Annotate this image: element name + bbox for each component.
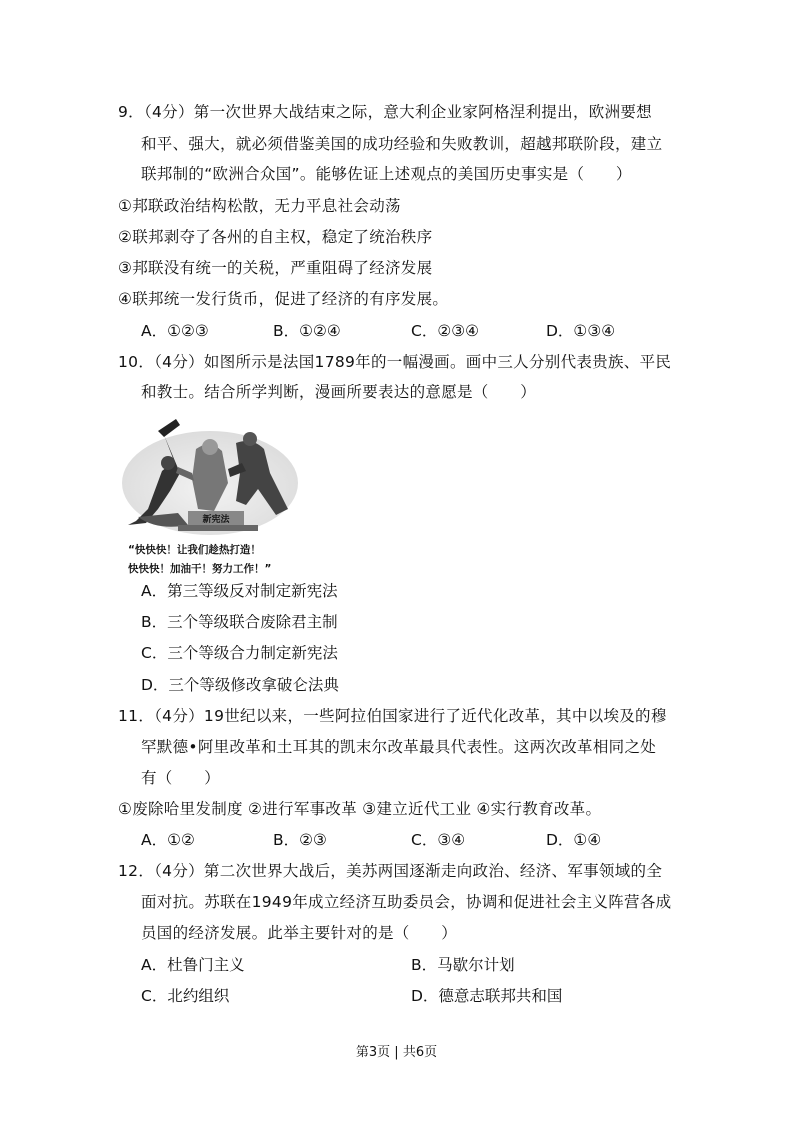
page-footer: 第3页 | 共6页 — [355, 1045, 438, 1060]
question-12-option-d[interactable]: D．德意志联邦共和国 — [411, 987, 563, 1005]
question-11-option-d[interactable]: D．①④ — [546, 831, 602, 849]
question-11-stem-line-3: 有（ ） — [141, 769, 221, 787]
new-constitution-label: 新宪法 — [202, 515, 230, 525]
question-9-stem-line-2: 和平、强大，就必须借鉴美国的成功经验和失败教训，超越邦联阶段，建立 — [141, 135, 663, 153]
question-11-stem-line-1: 11．（4分）19世纪以来，一些阿拉伯国家进行了近代化改革，其中以埃及的穆 — [118, 707, 667, 725]
question-9-statement-2: ②联邦剥夺了各州的自主权，稳定了统治秩序 — [118, 228, 433, 246]
question-12-option-b[interactable]: B．马歇尔计划 — [411, 956, 515, 974]
question-9-stem-line-3: 联邦制的“欧洲合众国”。能够佐证上述观点的美国历史事实是（ ） — [141, 165, 632, 183]
question-11-option-c[interactable]: C．③④ — [411, 831, 466, 849]
question-12-stem-line-3: 员国的经济发展。此举主要针对的是（ ） — [141, 924, 458, 942]
question-9-stem-line-1: 9．（4分）第一次世界大战结束之际，意大利企业家阿格涅利提出，欧洲要想 — [118, 103, 652, 121]
question-10-option-b[interactable]: B．三个等级联合废除君主制 — [141, 613, 338, 631]
cartoon-illustration — [118, 413, 300, 541]
question-12-option-a[interactable]: A．杜鲁门主义 — [141, 956, 245, 974]
question-9-statement-1: ①邦联政治结构松散，无力平息社会动荡 — [118, 197, 401, 215]
question-9-option-d[interactable]: D．①③④ — [546, 322, 616, 340]
question-12-stem-line-2: 面对抗。苏联在1949年成立经济互助委员会，协调和促进社会主义阵营各成 — [141, 893, 672, 911]
question-10-option-d[interactable]: D．三个等级修改拿破仑法典 — [141, 676, 339, 694]
question-9-option-a[interactable]: A．①②③ — [141, 322, 209, 340]
question-11-stem-line-2: 罕默德•阿里改革和土耳其的凯末尔改革最具代表性。这两次改革相同之处 — [141, 738, 657, 756]
question-12-stem-line-1: 12．（4分）第二次世界大战后，美苏两国逐渐走向政治、经济、军事领域的全 — [118, 862, 663, 880]
cartoon-caption-line-1: “快快快！让我们趁热打造！ — [128, 544, 261, 556]
question-11-option-b[interactable]: B．②③ — [273, 831, 327, 849]
question-9-statement-4: ④联邦统一发行货币，促进了经济的有序发展。 — [118, 290, 449, 308]
cartoon-caption-line-2: 快快快！加油干！努力工作！” — [128, 563, 272, 575]
question-10-stem-line-2: 和教士。结合所学判断，漫画所要表达的意愿是（ ） — [141, 383, 537, 401]
question-10-stem-line-1: 10．（4分）如图所示是法国1789年的一幅漫画。画中三人分别代表贵族、平民 — [118, 353, 672, 371]
question-11-option-a[interactable]: A．①② — [141, 831, 195, 849]
question-9-option-c[interactable]: C．②③④ — [411, 322, 480, 340]
question-9-option-b[interactable]: B．①②④ — [273, 322, 341, 340]
question-9-statement-3: ③邦联没有统一的关税，严重阻碍了经济发展 — [118, 259, 433, 277]
revolution-cartoon-image — [118, 413, 300, 541]
question-12-option-c[interactable]: C．北约组织 — [141, 987, 230, 1005]
question-10-option-a[interactable]: A．第三等级反对制定新宪法 — [141, 582, 338, 600]
question-10-option-c[interactable]: C．三个等级合力制定新宪法 — [141, 644, 338, 662]
question-11-statements: ①废除哈里发制度 ②进行军事改革 ③建立近代工业 ④实行教育改革。 — [118, 800, 602, 818]
